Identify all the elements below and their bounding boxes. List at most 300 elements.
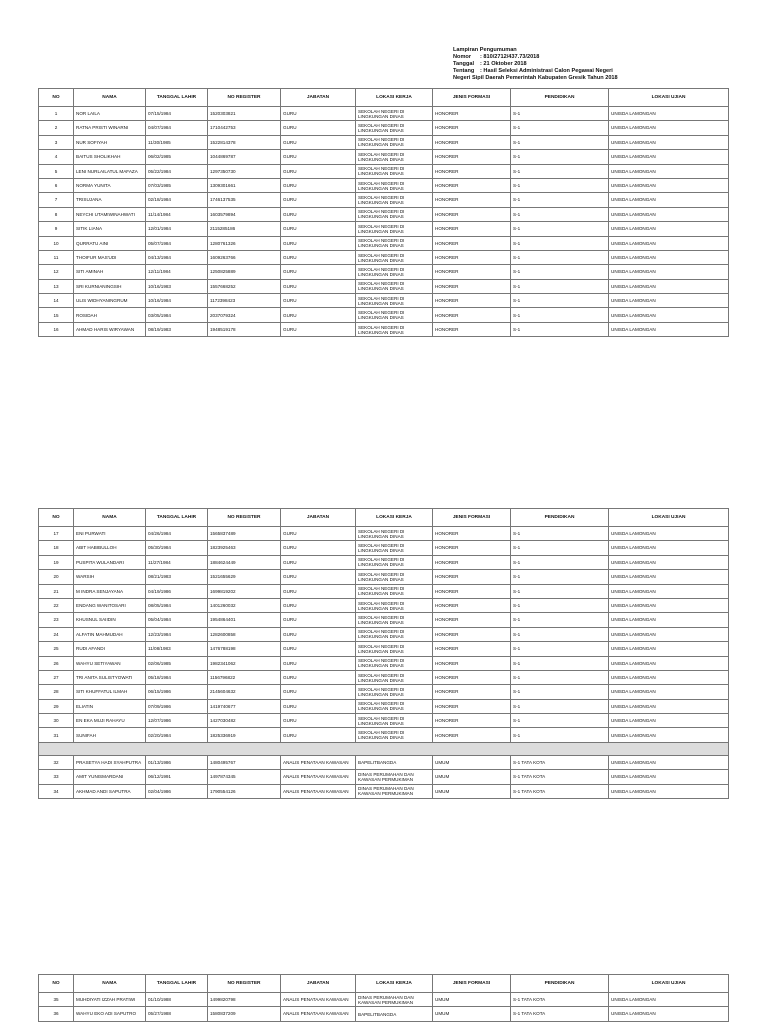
cell-lokasi-ujian: UNISDA LAMONGAN xyxy=(609,236,729,250)
cell-pendidikan: S-1 xyxy=(511,250,609,264)
cell-jabatan: ANALIS PENATAAN KAWASAN xyxy=(281,993,356,1007)
cell-pendidikan: S-1 TATA KOTA xyxy=(511,770,609,784)
cell-no: 31 xyxy=(39,728,74,742)
cell-jabatan: ANALIS PENATAAN KAWASAN xyxy=(281,755,356,769)
cell-pendidikan: S-1 xyxy=(511,728,609,742)
cell-lokasi-ujian: UNISDA LAMONGAN xyxy=(609,121,729,135)
cell-pendidikan: S-1 TATA KOTA xyxy=(511,1007,609,1021)
cell-nama: PRASETYA HADI SYAHPUTRA xyxy=(74,755,146,769)
cell-tanggal-lahir: 08/21/1983 xyxy=(146,570,208,584)
cell-lokasi-kerja: SEKOLAH NEGERI DI LINGKUNGAN DINAS xyxy=(356,107,433,121)
cell-pendidikan: S-1 xyxy=(511,294,609,308)
cell-no-register: 2037079324 xyxy=(208,308,281,322)
cell-lokasi-kerja: SEKOLAH NEGERI DI LINGKUNGAN DINAS xyxy=(356,555,433,569)
cell-jabatan: GURU xyxy=(281,121,356,135)
cell-jabatan: GURU xyxy=(281,685,356,699)
cell-jenis-formasi: HONORER xyxy=(433,598,511,612)
cell-jenis-formasi: HONORER xyxy=(433,613,511,627)
table-row xyxy=(39,322,729,336)
table-row xyxy=(39,178,729,192)
cell-nama: PUSPITA WULANDARI xyxy=(74,555,146,569)
cell-nama: AMIT YUNISMARDANI xyxy=(74,770,146,784)
cell-lokasi-ujian: UNISDA LAMONGAN xyxy=(609,699,729,713)
cell-tanggal-lahir: 05/04/1984 xyxy=(146,613,208,627)
cell-tanggal-lahir: 10/16/1984 xyxy=(146,294,208,308)
cell-jabatan: GURU xyxy=(281,541,356,555)
cell-no-register: 1499820798 xyxy=(208,993,281,1007)
cell-no: 18 xyxy=(39,541,74,555)
cell-tanggal-lahir: 04/26/1984 xyxy=(146,527,208,541)
table-row xyxy=(39,121,729,135)
col-jabatan: JABATAN xyxy=(281,509,356,527)
cell-tanggal-lahir: 08/05/1984 xyxy=(146,598,208,612)
cell-jabatan: GURU xyxy=(281,555,356,569)
announcement-header xyxy=(453,47,618,82)
cell-tanggal-lahir: 02/20/1984 xyxy=(146,728,208,742)
table-row xyxy=(39,570,729,584)
cell-lokasi-kerja: BAPELITBANGDA xyxy=(356,755,433,769)
cell-jenis-formasi: HONORER xyxy=(433,527,511,541)
table-row xyxy=(39,642,729,656)
cell-no: 26 xyxy=(39,656,74,670)
cell-jenis-formasi: HONORER xyxy=(433,714,511,728)
cell-lokasi-ujian: UNISDA LAMONGAN xyxy=(609,642,729,656)
col-tanggal-lahir: TANGGAL LAHIR xyxy=(146,975,208,993)
cell-jabatan: GURU xyxy=(281,728,356,742)
col-jenis-formasi: JENIS FORMASI xyxy=(433,975,511,993)
cell-nama: ABIT HABIBULLOH xyxy=(74,541,146,555)
cell-lokasi-ujian: UNISDA LAMONGAN xyxy=(609,627,729,641)
cell-pendidikan: S-1 xyxy=(511,193,609,207)
cell-no-register: 1250825889 xyxy=(208,265,281,279)
cell-nama: M INDRA SENJAYANA xyxy=(74,584,146,598)
cell-lokasi-kerja: SEKOLAH NEGERI DI LINGKUNGAN DINAS xyxy=(356,250,433,264)
cell-jenis-formasi: HONORER xyxy=(433,294,511,308)
cell-jenis-formasi: HONORER xyxy=(433,541,511,555)
cell-no: 27 xyxy=(39,670,74,684)
cell-pendidikan: S-1 xyxy=(511,164,609,178)
table-row xyxy=(39,755,729,769)
cell-nama: WAHYU EKO ADI SAPUTRO xyxy=(74,1007,146,1021)
cell-lokasi-kerja: SEKOLAH NEGERI DI LINGKUNGAN DINAS xyxy=(356,541,433,555)
cell-lokasi-ujian: UNISDA LAMONGAN xyxy=(609,250,729,264)
cell-tanggal-lahir: 04/07/1984 xyxy=(146,121,208,135)
table-row xyxy=(39,294,729,308)
cell-tanggal-lahir: 04/19/1986 xyxy=(146,584,208,598)
cell-jabatan: GURU xyxy=(281,308,356,322)
table-row xyxy=(39,265,729,279)
cell-lokasi-kerja: SEKOLAH NEGERI DI LINGKUNGAN DINAS xyxy=(356,236,433,250)
cell-lokasi-kerja: SEKOLAH NEGERI DI LINGKUNGAN DINAS xyxy=(356,699,433,713)
cell-lokasi-ujian: UNISDA LAMONGAN xyxy=(609,670,729,684)
cell-jabatan: GURU xyxy=(281,150,356,164)
cell-no: 9 xyxy=(39,222,74,236)
cell-tanggal-lahir: 11/30/1985 xyxy=(146,135,208,149)
cell-tanggal-lahir: 07/15/1984 xyxy=(146,107,208,121)
cell-no: 6 xyxy=(39,178,74,192)
cell-nama: NOR LAILA xyxy=(74,107,146,121)
cell-tanggal-lahir: 01/13/1986 xyxy=(146,755,208,769)
cell-pendidikan: S-1 xyxy=(511,308,609,322)
cell-no-register: 1699819202 xyxy=(208,584,281,598)
cell-nama: NEYCHI UTAMIWINAHWATI xyxy=(74,207,146,221)
cell-no: 15 xyxy=(39,308,74,322)
cell-no: 34 xyxy=(39,784,74,798)
cell-no-register: 1401260032 xyxy=(208,598,281,612)
cell-lokasi-kerja: SEKOLAH NEGERI DI LINGKUNGAN DINAS xyxy=(356,598,433,612)
col-lokasi-kerja: LOKASI KERJA xyxy=(356,975,433,993)
cell-jenis-formasi: HONORER xyxy=(433,570,511,584)
cell-pendidikan: S-1 xyxy=(511,135,609,149)
cell-jabatan: GURU xyxy=(281,265,356,279)
cell-lokasi-ujian: UNISDA LAMONGAN xyxy=(609,135,729,149)
cell-lokasi-ujian: UNISDA LAMONGAN xyxy=(609,728,729,742)
cell-lokasi-ujian: UNISDA LAMONGAN xyxy=(609,598,729,612)
cell-nama: EN EKA MUJI RAHAYU xyxy=(74,714,146,728)
cell-jenis-formasi: HONORER xyxy=(433,699,511,713)
cell-tanggal-lahir: 11/27/1984 xyxy=(146,555,208,569)
cell-no-register: 1982341062 xyxy=(208,656,281,670)
cell-no: 36 xyxy=(39,1007,74,1021)
table-row xyxy=(39,527,729,541)
cell-nama: LENI NURLAILATUL MAFAZA xyxy=(74,164,146,178)
cell-jabatan: GURU xyxy=(281,670,356,684)
cell-jabatan: GURU xyxy=(281,178,356,192)
cell-nama: MUHDIYATI IZZAH PRATIWI xyxy=(74,993,146,1007)
col-nama: NAMA xyxy=(74,975,146,993)
cell-pendidikan: S-1 xyxy=(511,207,609,221)
cell-jabatan: GURU xyxy=(281,656,356,670)
cell-lokasi-kerja: SEKOLAH NEGERI DI LINGKUNGAN DINAS xyxy=(356,193,433,207)
cell-lokasi-ujian: UNISDA LAMONGAN xyxy=(609,322,729,336)
table-row xyxy=(39,250,729,264)
cell-lokasi-ujian: UNISDA LAMONGAN xyxy=(609,1007,729,1021)
cell-no-register: 1825336919 xyxy=(208,728,281,742)
cell-tanggal-lahir: 05/18/1984 xyxy=(146,670,208,684)
table-row xyxy=(39,236,729,250)
cell-jenis-formasi: HONORER xyxy=(433,279,511,293)
cell-nama: SUNIFAH xyxy=(74,728,146,742)
cell-lokasi-ujian: UNISDA LAMONGAN xyxy=(609,613,729,627)
cell-lokasi-kerja: SEKOLAH NEGERI DI LINGKUNGAN DINAS xyxy=(356,714,433,728)
results-table-2 xyxy=(38,508,729,799)
cell-no-register: 1497874345 xyxy=(208,770,281,784)
cell-tanggal-lahir: 03/05/1984 xyxy=(146,308,208,322)
cell-nama: TRI ANITA SULISTYOWATI xyxy=(74,670,146,684)
cell-lokasi-kerja: SEKOLAH NEGERI DI LINGKUNGAN DINAS xyxy=(356,670,433,684)
cell-no-register: 1884624449 xyxy=(208,555,281,569)
cell-no-register: 1476788198 xyxy=(208,642,281,656)
cell-jabatan: GURU xyxy=(281,294,356,308)
cell-jabatan: GURU xyxy=(281,570,356,584)
cell-jenis-formasi: HONORER xyxy=(433,107,511,121)
cell-no-register: 1948519178 xyxy=(208,322,281,336)
cell-no-register: 1172398423 xyxy=(208,294,281,308)
cell-no-register: 1790554126 xyxy=(208,784,281,798)
cell-no-register: 1520303821 xyxy=(208,107,281,121)
cell-no: 11 xyxy=(39,250,74,264)
cell-lokasi-ujian: UNISDA LAMONGAN xyxy=(609,784,729,798)
cell-pendidikan: S-1 xyxy=(511,107,609,121)
cell-nama: ROSIDAH xyxy=(74,308,146,322)
cell-no: 17 xyxy=(39,527,74,541)
cell-nama: SITIK LIANA xyxy=(74,222,146,236)
table-row xyxy=(39,685,729,699)
cell-pendidikan: S-1 xyxy=(511,150,609,164)
cell-jabatan: GURU xyxy=(281,164,356,178)
cell-lokasi-ujian: UNISDA LAMONGAN xyxy=(609,541,729,555)
cell-nama: RUDI AFANDI xyxy=(74,642,146,656)
cell-jabatan: GURU xyxy=(281,598,356,612)
cell-lokasi-kerja: SEKOLAH NEGERI DI LINGKUNGAN DINAS xyxy=(356,294,433,308)
cell-jenis-formasi: HONORER xyxy=(433,627,511,641)
cell-lokasi-kerja: SEKOLAH NEGERI DI LINGKUNGAN DINAS xyxy=(356,135,433,149)
cell-no-register: 1954864401 xyxy=(208,613,281,627)
cell-lokasi-ujian: UNISDA LAMONGAN xyxy=(609,178,729,192)
cell-pendidikan: S-1 xyxy=(511,570,609,584)
cell-no-register: 1282600858 xyxy=(208,627,281,641)
cell-jabatan: GURU xyxy=(281,699,356,713)
cell-no: 3 xyxy=(39,135,74,149)
cell-no: 30 xyxy=(39,714,74,728)
cell-tanggal-lahir: 05/07/1984 xyxy=(146,236,208,250)
cell-nama: ENDANG WANITOSARI xyxy=(74,598,146,612)
cell-jabatan: GURU xyxy=(281,613,356,627)
cell-pendidikan: S-1 xyxy=(511,527,609,541)
table-row xyxy=(39,714,729,728)
cell-pendidikan: S-1 xyxy=(511,642,609,656)
cell-no: 32 xyxy=(39,755,74,769)
cell-no: 25 xyxy=(39,642,74,656)
header-row xyxy=(39,509,729,527)
cell-jenis-formasi: HONORER xyxy=(433,121,511,135)
col-pendidikan: PENDIDIKAN xyxy=(511,975,609,993)
cell-lokasi-kerja: DINAS PERUMAHAN DAN KAWASAN PERMUKIMAN xyxy=(356,784,433,798)
cell-pendidikan: S-1 xyxy=(511,265,609,279)
cell-pendidikan: S-1 xyxy=(511,541,609,555)
cell-lokasi-ujian: UNISDA LAMONGAN xyxy=(609,685,729,699)
cell-no: 21 xyxy=(39,584,74,598)
cell-lokasi-ujian: UNISDA LAMONGAN xyxy=(609,555,729,569)
cell-no: 13 xyxy=(39,279,74,293)
cell-pendidikan: S-1 xyxy=(511,121,609,135)
cell-lokasi-kerja: SEKOLAH NEGERI DI LINGKUNGAN DINAS xyxy=(356,656,433,670)
cell-nama: WARSIH xyxy=(74,570,146,584)
cell-jenis-formasi: HONORER xyxy=(433,193,511,207)
cell-jenis-formasi: HONORER xyxy=(433,164,511,178)
cell-lokasi-kerja: SEKOLAH NEGERI DI LINGKUNGAN DINAS xyxy=(356,685,433,699)
cell-lokasi-kerja: SEKOLAH NEGERI DI LINGKUNGAN DINAS xyxy=(356,728,433,742)
cell-jenis-formasi: HONORER xyxy=(433,207,511,221)
table-row xyxy=(39,164,729,178)
cell-no-register: 1565837489 xyxy=(208,527,281,541)
cell-lokasi-kerja: SEKOLAH NEGERI DI LINGKUNGAN DINAS xyxy=(356,265,433,279)
cell-jenis-formasi: UMUM xyxy=(433,993,511,1007)
table-row xyxy=(39,308,729,322)
col-no-register: NO REGISTER xyxy=(208,89,281,107)
cell-lokasi-kerja: SEKOLAH NEGERI DI LINGKUNGAN DINAS xyxy=(356,308,433,322)
table-row xyxy=(39,279,729,293)
cell-no-register: 1297350730 xyxy=(208,164,281,178)
cell-tanggal-lahir: 05/30/1984 xyxy=(146,541,208,555)
table-row xyxy=(39,135,729,149)
cell-jenis-formasi: HONORER xyxy=(433,308,511,322)
cell-pendidikan: S-1 xyxy=(511,236,609,250)
cell-nama: ELIATIN xyxy=(74,699,146,713)
cell-tanggal-lahir: 12/11/1984 xyxy=(146,265,208,279)
table-row xyxy=(39,150,729,164)
cell-jenis-formasi: UMUM xyxy=(433,1007,511,1021)
cell-lokasi-kerja: SEKOLAH NEGERI DI LINGKUNGAN DINAS xyxy=(356,207,433,221)
cell-no: 24 xyxy=(39,627,74,641)
cell-jenis-formasi: UMUM xyxy=(433,770,511,784)
cell-no: 4 xyxy=(39,150,74,164)
cell-pendidikan: S-1 xyxy=(511,699,609,713)
cell-jabatan: GURU xyxy=(281,584,356,598)
col-tanggal-lahir: TANGGAL LAHIR xyxy=(146,89,208,107)
table-row xyxy=(39,784,729,798)
cell-nama: SRI KURNIANINGSIH xyxy=(74,279,146,293)
table-row xyxy=(39,584,729,598)
cell-pendidikan: S-1 xyxy=(511,322,609,336)
cell-pendidikan: S-1 xyxy=(511,685,609,699)
cell-nama: KHUSNUL SAIIDIN xyxy=(74,613,146,627)
cell-jabatan: GURU xyxy=(281,107,356,121)
cell-pendidikan: S-1 xyxy=(511,670,609,684)
cell-no-register: 1044869787 xyxy=(208,150,281,164)
cell-nama: SITI AMINAH xyxy=(74,265,146,279)
cell-no: 10 xyxy=(39,236,74,250)
col-nama: NAMA xyxy=(74,509,146,527)
cell-lokasi-ujian: UNISDA LAMONGAN xyxy=(609,279,729,293)
cell-jenis-formasi: HONORER xyxy=(433,236,511,250)
cell-nama: BAITUS SHOLIKHAH xyxy=(74,150,146,164)
cell-nama: TRISUJANA xyxy=(74,193,146,207)
table-row xyxy=(39,613,729,627)
cell-lokasi-ujian: UNISDA LAMONGAN xyxy=(609,222,729,236)
cell-lokasi-kerja: SEKOLAH NEGERI DI LINGKUNGAN DINAS xyxy=(356,627,433,641)
cell-nama: SITI KHUFFATUL ILMAH xyxy=(74,685,146,699)
cell-lokasi-kerja: SEKOLAH NEGERI DI LINGKUNGAN DINAS xyxy=(356,150,433,164)
results-table-1 xyxy=(38,88,729,337)
cell-jabatan: ANALIS PENATAAN KAWASAN xyxy=(281,1007,356,1021)
cell-lokasi-ujian: UNISDA LAMONGAN xyxy=(609,207,729,221)
cell-pendidikan: S-1 xyxy=(511,613,609,627)
cell-nama: NUR SOFIYAH xyxy=(74,135,146,149)
cell-no: 14 xyxy=(39,294,74,308)
cell-lokasi-kerja: SEKOLAH NEGERI DI LINGKUNGAN DINAS xyxy=(356,527,433,541)
cell-lokasi-ujian: UNISDA LAMONGAN xyxy=(609,308,729,322)
cell-lokasi-kerja: SEKOLAH NEGERI DI LINGKUNGAN DINAS xyxy=(356,222,433,236)
cell-no-register: 1557668252 xyxy=(208,279,281,293)
cell-tanggal-lahir: 12/01/1984 xyxy=(146,222,208,236)
cell-jenis-formasi: HONORER xyxy=(433,685,511,699)
cell-pendidikan: S-1 xyxy=(511,222,609,236)
cell-lokasi-ujian: UNISDA LAMONGAN xyxy=(609,570,729,584)
cell-tanggal-lahir: 06/15/1986 xyxy=(146,685,208,699)
cell-jenis-formasi: HONORER xyxy=(433,670,511,684)
cell-no: 33 xyxy=(39,770,74,784)
cell-lokasi-ujian: UNISDA LAMONGAN xyxy=(609,164,729,178)
col-jenis-formasi: JENIS FORMASI xyxy=(433,89,511,107)
cell-jenis-formasi: HONORER xyxy=(433,642,511,656)
cell-jenis-formasi: HONORER xyxy=(433,250,511,264)
col-nama: NAMA xyxy=(74,89,146,107)
cell-no-register: 1823925463 xyxy=(208,541,281,555)
cell-lokasi-kerja: SEKOLAH NEGERI DI LINGKUNGAN DINAS xyxy=(356,322,433,336)
cell-no: 29 xyxy=(39,699,74,713)
col-lokasi-kerja: LOKASI KERJA xyxy=(356,509,433,527)
cell-nama: WAHYU SETIYAWAN xyxy=(74,656,146,670)
cell-tanggal-lahir: 02/06/1985 xyxy=(146,656,208,670)
cell-no: 22 xyxy=(39,598,74,612)
separator-row xyxy=(39,742,729,755)
col-no: NO xyxy=(39,975,74,993)
col-no-register: NO REGISTER xyxy=(208,975,281,993)
cell-lokasi-kerja: DINAS PERUMAHAN DAN KAWASAN PERMUKIMAN xyxy=(356,993,433,1007)
cell-no-register: 1480495767 xyxy=(208,755,281,769)
col-no-register: NO REGISTER xyxy=(208,509,281,527)
cell-jabatan: GURU xyxy=(281,714,356,728)
cell-lokasi-kerja: SEKOLAH NEGERI DI LINGKUNGAN DINAS xyxy=(356,584,433,598)
cell-tanggal-lahir: 01/10/1988 xyxy=(146,993,208,1007)
cell-jabatan: GURU xyxy=(281,222,356,236)
cell-pendidikan: S-1 xyxy=(511,598,609,612)
cell-nama: ALFATIN MAHMUDAH xyxy=(74,627,146,641)
col-jabatan: JABATAN xyxy=(281,975,356,993)
cell-lokasi-kerja: SEKOLAH NEGERI DI LINGKUNGAN DINAS xyxy=(356,178,433,192)
cell-pendidikan: S-1 xyxy=(511,178,609,192)
cell-no: 20 xyxy=(39,570,74,584)
table-row xyxy=(39,555,729,569)
cell-no: 28 xyxy=(39,685,74,699)
cell-no-register: 1156796822 xyxy=(208,670,281,684)
results-table-3 xyxy=(38,974,729,1022)
cell-no-register: 1609263766 xyxy=(208,250,281,264)
table-row xyxy=(39,541,729,555)
col-lokasi-ujian: LOKASI UJIAN xyxy=(609,975,729,993)
cell-no: 5 xyxy=(39,164,74,178)
cell-jabatan: ANALIS PENATAAN KAWASAN xyxy=(281,770,356,784)
cell-no-register: 1522814378 xyxy=(208,135,281,149)
table-row xyxy=(39,993,729,1007)
cell-jabatan: GURU xyxy=(281,236,356,250)
cell-jabatan: GURU xyxy=(281,193,356,207)
cell-no: 12 xyxy=(39,265,74,279)
cell-jabatan: GURU xyxy=(281,279,356,293)
cell-lokasi-ujian: UNISDA LAMONGAN xyxy=(609,150,729,164)
cell-jabatan: GURU xyxy=(281,207,356,221)
header-row xyxy=(39,89,729,107)
cell-nama: AKHMAD ANDI SAPUTRA xyxy=(74,784,146,798)
cell-lokasi-kerja: SEKOLAH NEGERI DI LINGKUNGAN DINAS xyxy=(356,613,433,627)
cell-nama: QURRATU AINI xyxy=(74,236,146,250)
col-jabatan: JABATAN xyxy=(281,89,356,107)
cell-nama: ENI PURWATI xyxy=(74,527,146,541)
col-lokasi-ujian: LOKASI UJIAN xyxy=(609,89,729,107)
table-row xyxy=(39,207,729,221)
table-row xyxy=(39,107,729,121)
cell-lokasi-ujian: UNISDA LAMONGAN xyxy=(609,714,729,728)
table-row xyxy=(39,670,729,684)
cell-jabatan: GURU xyxy=(281,250,356,264)
cell-jenis-formasi: HONORER xyxy=(433,555,511,569)
cell-pendidikan: S-1 TATA KOTA xyxy=(511,755,609,769)
cell-tanggal-lahir: 05/27/1988 xyxy=(146,1007,208,1021)
cell-pendidikan: S-1 xyxy=(511,627,609,641)
table-row xyxy=(39,1007,729,1021)
col-jenis-formasi: JENIS FORMASI xyxy=(433,509,511,527)
